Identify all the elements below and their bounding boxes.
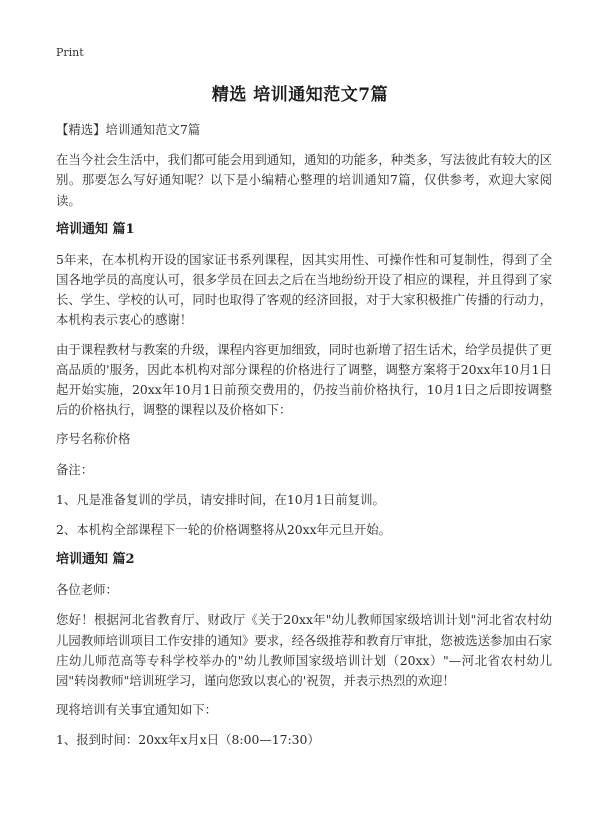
section1-paragraph-4: 备注： (56, 461, 94, 477)
document-body (56, 120, 552, 761)
section1-paragraph-2: 由于课程教材与教案的升级，课程内容更加细致，同时也新增了招生话术，给学员提供了更高品质的'服务，因此本机构对部分课程的价格进行了调整，调整方案将于20xx年10月1日起开始实施，20xx年10月1日前预交费用的，仍按当前价格执行，10月1日之后即按调整后的价格执行，调整的课程以及价格如下： (56, 341, 552, 418)
section2-paragraph-4: 1、报到时间：20xx年x月x日（8:00—17:30） (56, 732, 320, 748)
section1-paragraph-5: 1、凡是准备复训的学员，请安排时间，在10月1日前复训。 (56, 491, 385, 507)
section2-paragraph-1: 各位老师： (56, 582, 118, 598)
section2-paragraph-2: 您好！根据河北省教育厅、财政厅《关于20xx年"幼儿教师国家级培训计划"河北省农村幼儿园教师培训项目工作安排的通知》要求，经各级推荐和教育厅审批，您被选送参加由石家庄幼儿师范高等专科学校举办的"幼儿教师国家级培训计划（20xx）"—河北省农村幼儿园"转岗教师"培训班学习，谨向您致以衷心的'祝贺，并表示热烈的欢迎！ (56, 612, 552, 689)
section1-paragraph-6: 2、本机构全部课程下一轮的价格调整将从20xx年元旦开始。 (56, 522, 392, 538)
section-heading-1: 培训通知 篇1 (56, 221, 135, 237)
section2-paragraph-3: 现将培训有关事宜通知如下： (56, 702, 218, 718)
intro-paragraph: 在当今社会生活中，我们都可能会用到通知，通知的功能多，种类多，写法彼此有较大的区别。那要怎么写好通知呢？以下是小编精心整理的培训通知7篇，仅供参考，欢迎大家阅读。 (56, 152, 552, 208)
section-heading-2: 培训通知 篇2 (56, 552, 135, 568)
page-title: 精选 培训通知范文7篇 (211, 85, 389, 105)
section1-paragraph-3: 序号名称价格 (56, 431, 131, 447)
section1-paragraph-1: 5年来，在本机构开设的国家证书系列课程，因其实用性、可操作性和可复制性，得到了全国各地学员的高度认可，很多学员在回去之后在当地纷纷开设了相应的课程，并且得到了家长、学生、学校的认可，同时也取得了客观的经济回报，对于大家积极推广传播的行动力，本机构表示衷心的感谢！ (56, 251, 552, 328)
print-label[interactable]: Print (56, 46, 84, 59)
document-subtitle: 【精选】培训通知范文7篇 (56, 122, 201, 137)
